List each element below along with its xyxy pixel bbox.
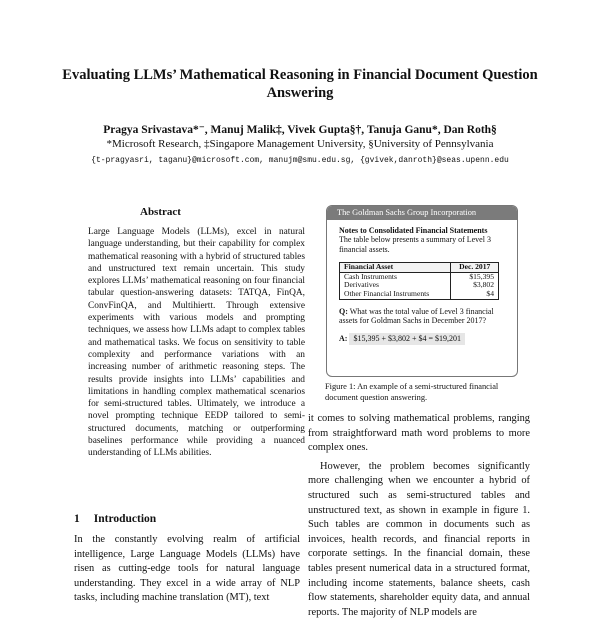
authors-line: Pragya Srivastava*⁻, Manuj Malik‡, Vivek Gupta§†, Tanuja Ganu*, Dan Roth§ xyxy=(103,124,497,136)
intro-paragraph-2: However, the problem becomes significantly more challenging when we encounter a hybrid of structured such as semi-structured tables and unstructured text, as shown in example in figure 1. Such tables are common in documents such as invoices, health records, and financial reports in corporate settings. In the financial domain, these tables present numerical data in a structured format, including income statements, balance sheets, cash flow statements, shareholder equity data, and annual reports. The majority of NLP models are xyxy=(308,460,530,618)
affiliations-line: *Microsoft Research, ‡Singapore Management University, §University of Pennsylvania xyxy=(106,138,494,150)
emails-line: {t-pragyasri, taganu}@microsoft.com, manujm@smu.edu.sg, {gvivek,danroth}@seas.upenn.edu xyxy=(91,156,509,165)
table-header-row xyxy=(340,263,499,273)
figure-body xyxy=(327,220,517,345)
section-number: 1 xyxy=(74,513,80,525)
intro-paragraph-1: In the constantly evolving realm of artificial intelligence, Large Language Models (LLMs) have risen as cutting-edge tools for natural language understanding. They excel in a wide array of NLP tasks, including machine translation (MT), text xyxy=(74,534,300,604)
table-cell: $4 xyxy=(451,290,499,299)
table-row xyxy=(340,290,499,299)
figure-question xyxy=(339,307,507,326)
abstract-text: Large Language Models (LLMs), excel in natural language understanding, but their capability for complex mathematical reasoning with a hybrid of structured tables and unstructured text remain uncertain. This study explores LLMs’ mathematical reasoning on four financial tabular question-answering datasets: TATQA, FinQA, ConvFinQA, and Multihiertt. Through extensive experiments with various models and prompting techniques, we assess how LLMs adapt to complex tables and mathematical tasks. We focus on sensitivity to table complexity and performance variations with an increasing number of arithmetic reasoning steps. The results provide insights into LLMs’ capabilities and limitations in handling complex mathematical scenarios for semi-structured tables. Ultimately, we introduce a novel prompting technique EEDP tailored to semi-structured documents, matching or outperforming baselines performance while providing a nuanced understanding of LLMs abilities. xyxy=(88,227,305,459)
financial-table xyxy=(339,262,499,299)
figure-caption: Figure 1: An example of a semi-structured financial document question answering. xyxy=(325,382,499,402)
figure-1-panel xyxy=(326,205,518,377)
table-cell: $3,802 xyxy=(451,281,499,290)
paper-title: Evaluating LLMs’ Mathematical Reasoning in Financial Document Question Answering xyxy=(62,67,538,101)
table-header-date: Dec. 2017 xyxy=(451,263,499,273)
figure-answer xyxy=(339,333,507,344)
figure-notes-title: Notes to Consolidated Financial Statements xyxy=(339,226,488,235)
answer-text: $15,395 + $3,802 + $4 = $19,201 xyxy=(349,333,465,344)
table-cell: Other Financial Instruments xyxy=(340,290,451,299)
intro-paragraph-continued: it comes to solving mathematical problems, ranging from straightforward math word problems to more complex ones. xyxy=(308,413,530,454)
question-text: What was the total value of Level 3 financial assets for Goldman Sachs in December 2017? xyxy=(339,306,494,325)
figure-header: The Goldman Sachs Group Incorporation xyxy=(327,206,517,220)
answer-label: A: xyxy=(339,334,348,344)
table-cell: $15,395 xyxy=(451,272,499,281)
abstract-heading: Abstract xyxy=(140,206,181,218)
right-column-text xyxy=(308,412,530,624)
question-label: Q: xyxy=(339,306,348,316)
section-heading-introduction xyxy=(74,513,156,525)
table-cell: Derivatives xyxy=(340,281,451,290)
table-header-asset: Financial Asset xyxy=(340,263,451,273)
table-cell: Cash Instruments xyxy=(340,272,451,281)
section-title: Introduction xyxy=(93,513,157,525)
figure-notes-text: The table below presents a summary of Level 3 financial assets. xyxy=(339,235,491,254)
